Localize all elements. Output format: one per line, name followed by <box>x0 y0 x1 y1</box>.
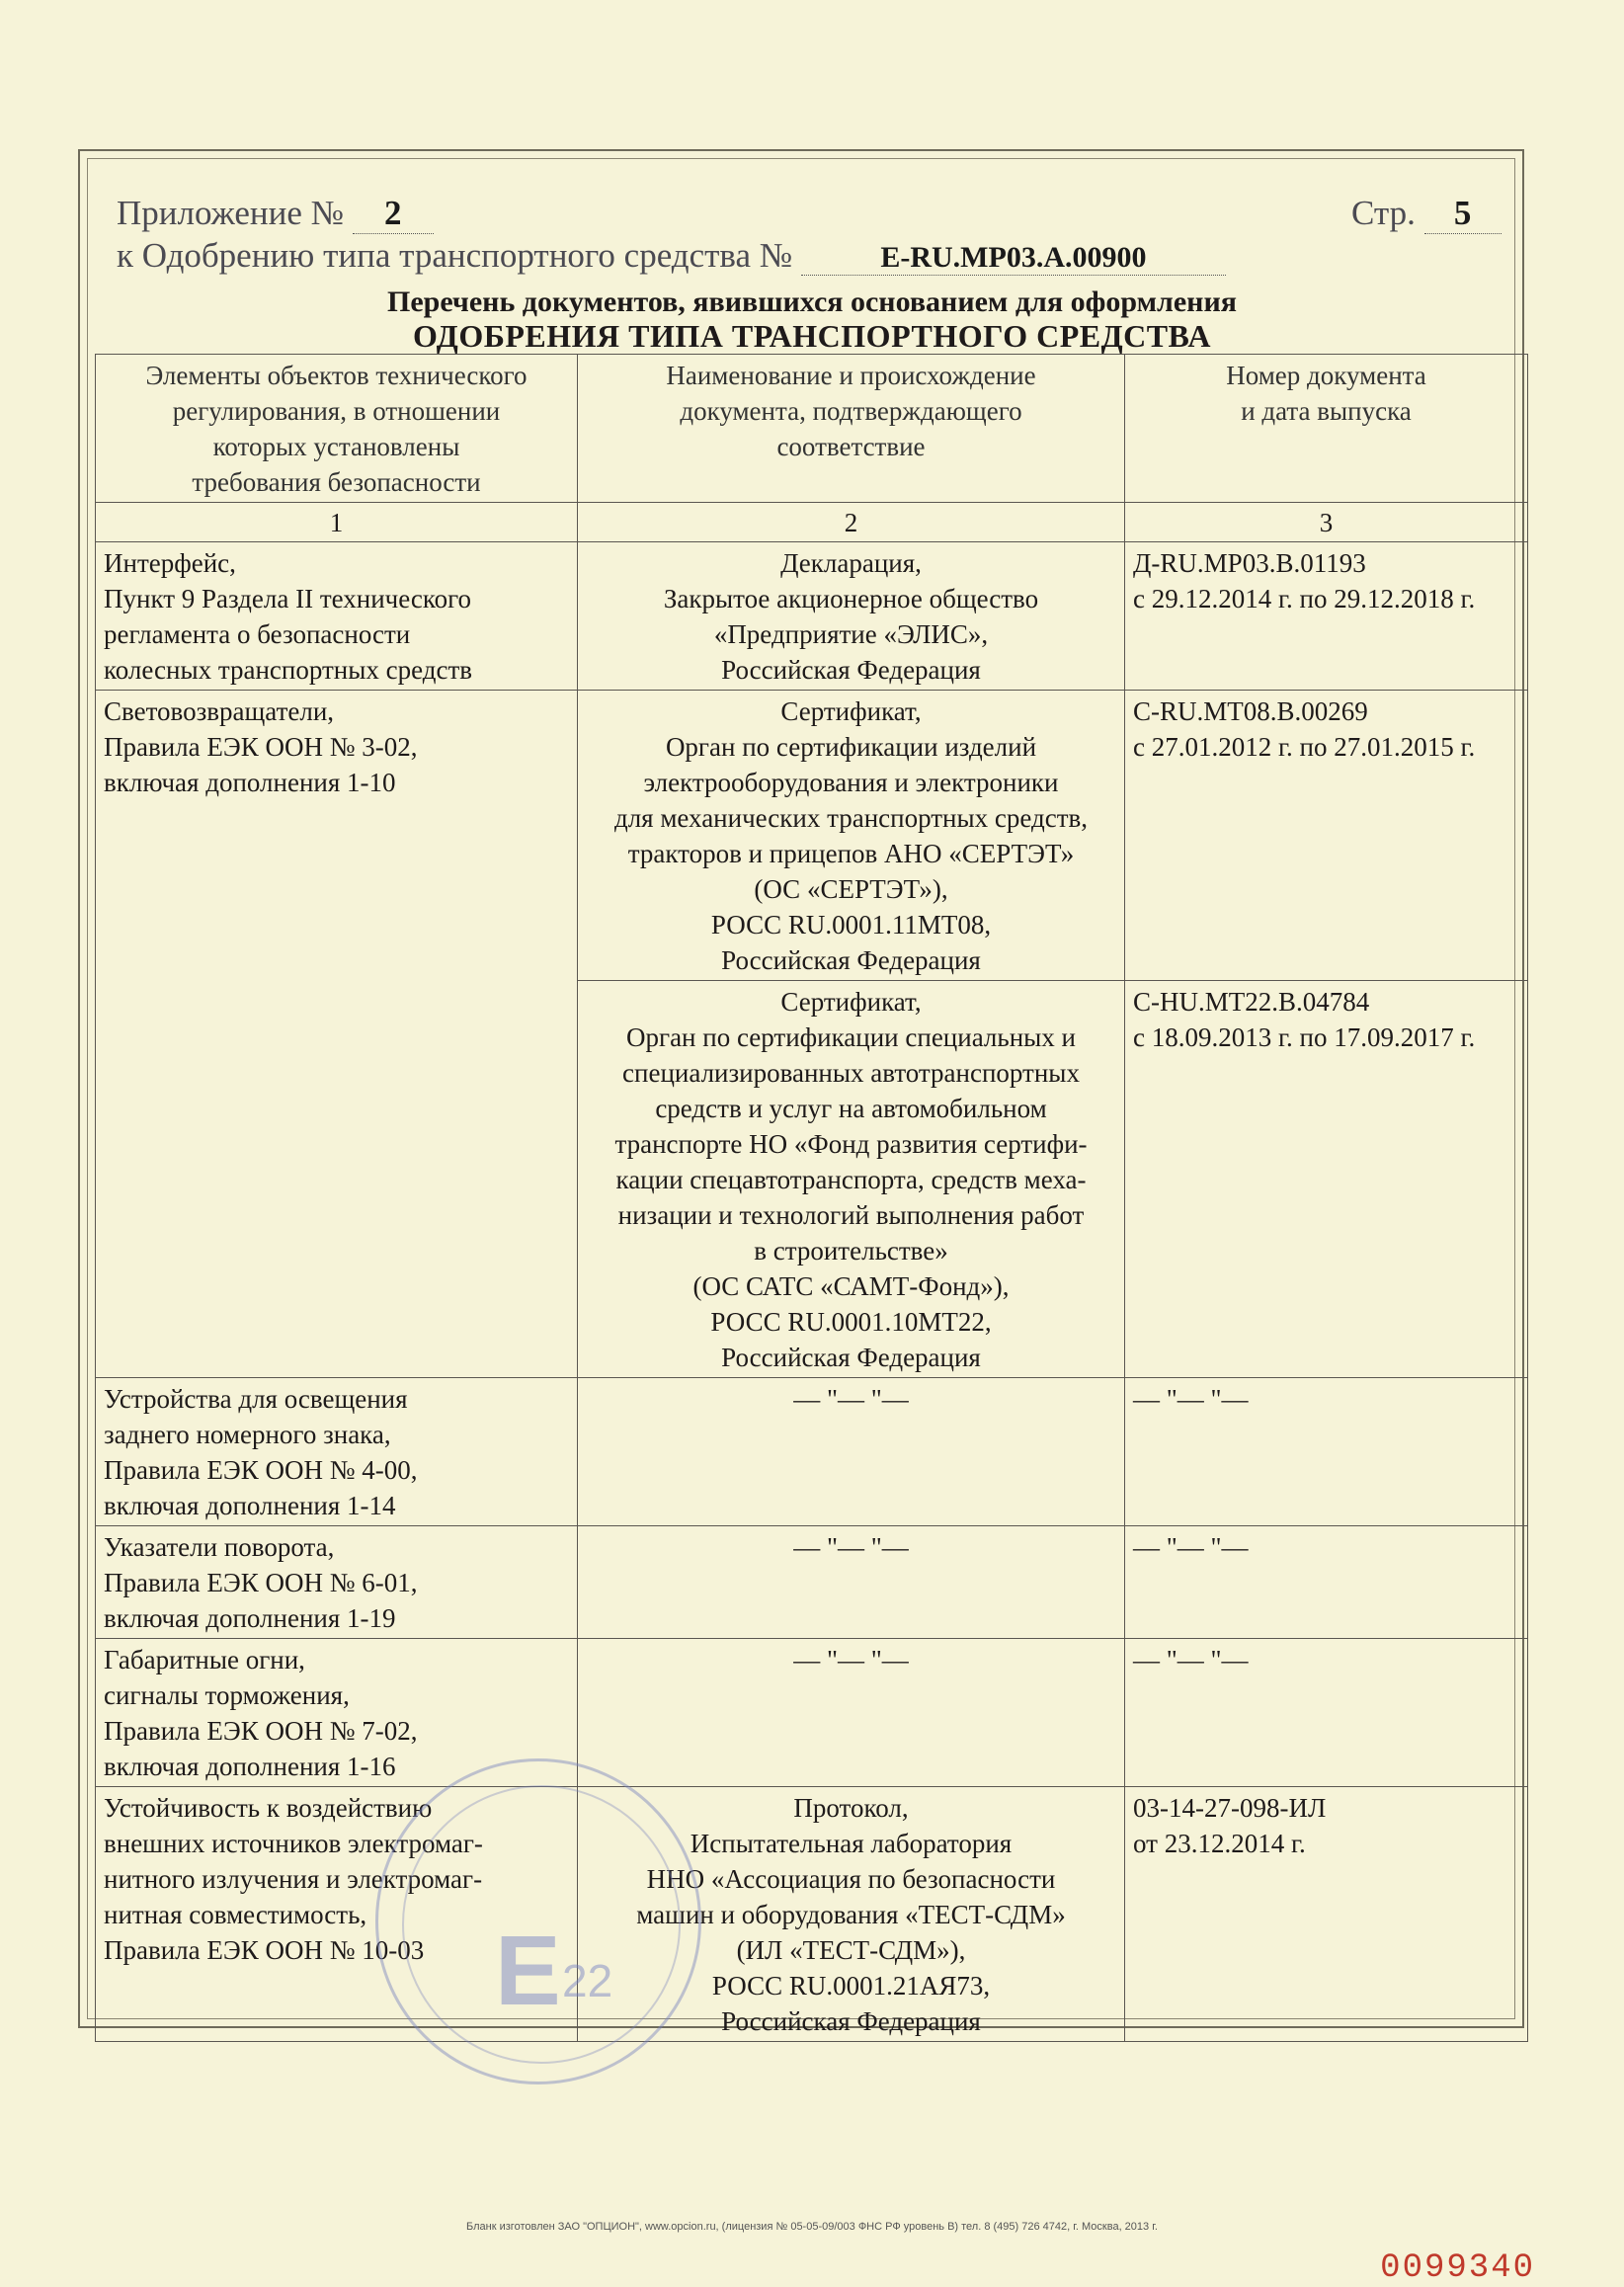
document-text-line: Протокол, <box>793 1793 909 1823</box>
element-cell <box>96 1378 578 1526</box>
table-header-row <box>96 355 1528 503</box>
document-text-line: в строительстве» <box>754 1236 948 1266</box>
printer-note: Бланк изготовлен ЗАО "ОПЦИОН", www.opcion.ru, (лицензия № 05-05-09/003 ФНС РФ уровень В) тел. 8 (495) 726 4742, г. Москва, 2013 г. <box>466 2221 1158 2233</box>
number-cell <box>1125 691 1528 981</box>
header-text-line: регулирования, в отношении <box>172 396 501 426</box>
column-number-row <box>96 503 1528 542</box>
title-line-1: Перечень документов, явившихся основанием для оформления <box>387 286 1237 318</box>
page-number-line <box>1351 194 1502 234</box>
document-text-line: (ОС САТС «САМТ-Фонд»), <box>692 1271 1010 1301</box>
document-text-line: для механических транспортных средств, <box>613 803 1089 833</box>
element-text-line: сигналы торможения, <box>104 1680 350 1710</box>
document-text-line: РОСС RU.0001.11МТ08, <box>710 910 992 939</box>
element-text-line: колесных транспортных средств <box>104 655 473 685</box>
element-cell <box>96 542 578 691</box>
element-text-line: нитная совместимость, <box>104 1900 367 1929</box>
element-text-line: нитного излучения и электромаг- <box>104 1864 483 1894</box>
element-text-line: Пункт 9 Раздела II технического <box>104 584 472 613</box>
number-text-line: от 23.12.2014 г. <box>1133 1829 1306 1858</box>
document-text-line: — "— "— <box>793 1532 909 1562</box>
header-text-line: соответствие <box>776 432 926 461</box>
approval-number: E-RU.MP03.A.00900 <box>801 241 1226 276</box>
document-cell <box>578 542 1125 691</box>
element-text-line: включая дополнения 1-16 <box>104 1752 396 1781</box>
number-text-line: — "— "— <box>1133 1645 1249 1674</box>
column-number: 2 <box>578 503 1125 542</box>
document-text-line: Российская Федерация <box>721 1343 981 1372</box>
number-text-line: с 27.01.2012 г. по 27.01.2015 г. <box>1133 732 1476 762</box>
document-text-line: Испытательная лаборатория <box>690 1829 1013 1858</box>
number-cell <box>1125 981 1528 1378</box>
approval-stamp <box>375 1758 701 2084</box>
document-text-line: Закрытое акционерное общество <box>663 584 1039 613</box>
number-text-line: 03-14-27-098-ИЛ <box>1133 1793 1327 1823</box>
header-text-line: и дата выпуска <box>1241 396 1412 426</box>
stamp-number: 22 <box>562 1955 613 2006</box>
element-text-line: Правила ЕЭК ООН № 10-03 <box>104 1935 425 1965</box>
element-text-line: включая дополнения 1-14 <box>104 1491 396 1520</box>
table-row <box>96 1378 1528 1526</box>
header-text-line: документа, подтверждающего <box>680 396 1022 426</box>
document-cell <box>578 1526 1125 1639</box>
element-text-line: включая дополнения 1-19 <box>104 1603 396 1633</box>
stamp-mark: E <box>495 1916 561 2026</box>
element-text-line: включая дополнения 1-10 <box>104 768 396 797</box>
column-number: 1 <box>96 503 578 542</box>
document-text-line: специализированных автотранспортных <box>622 1058 1080 1088</box>
header-cell-number <box>1125 355 1528 503</box>
element-text-line: Габаритные огни, <box>104 1645 305 1674</box>
document-text-line: электрооборудования и электроники <box>643 768 1059 797</box>
header-text-line: которых установлены <box>212 432 460 461</box>
document-text-line: — "— "— <box>793 1384 909 1414</box>
element-text-line: Указатели поворота, <box>104 1532 335 1562</box>
documents-table <box>95 354 1528 2042</box>
document-text-line: Сертификат, <box>780 696 922 726</box>
table-row <box>96 691 1528 981</box>
document-text-line: Российская Федерация <box>721 2006 981 2036</box>
number-text-line: — "— "— <box>1133 1532 1249 1562</box>
element-text-line: Интерфейс, <box>104 548 236 578</box>
document-text-line: Сертификат, <box>780 987 922 1017</box>
element-cell <box>96 1526 578 1639</box>
number-text-line: Д-RU.MP03.B.01193 <box>1133 548 1366 578</box>
element-text-line: Устойчивость к воздействию <box>104 1793 433 1823</box>
number-cell <box>1125 1526 1528 1639</box>
document-text-line: кации спецавтотранспорта, средств меха- <box>615 1165 1087 1194</box>
element-cell <box>96 691 578 1378</box>
header-text-line: требования безопасности <box>192 467 481 497</box>
document-text-line: средств и услуг на автомобильном <box>655 1094 1047 1123</box>
document-text-line: (ИЛ «ТЕСТ-СДМ»), <box>736 1935 966 1965</box>
document-text-line: машин и оборудования «ТЕСТ-СДМ» <box>636 1900 1066 1929</box>
element-text-line: Правила ЕЭК ООН № 7-02, <box>104 1716 418 1746</box>
document-text-line: Российская Федерация <box>721 655 981 685</box>
table-row <box>96 542 1528 691</box>
table-row <box>96 1526 1528 1639</box>
page-label: Стр. <box>1351 194 1416 232</box>
number-cell <box>1125 1378 1528 1526</box>
document-text-line: Российская Федерация <box>721 945 981 975</box>
appendix-label: Приложение № <box>117 194 344 232</box>
number-text-line: — "— "— <box>1133 1384 1249 1414</box>
header-cell-document <box>578 355 1125 503</box>
document-text-line: ННО «Ассоциация по безопасности <box>646 1864 1056 1894</box>
appendix-number: 2 <box>353 194 434 234</box>
document-text-line: низации и технологий выполнения работ <box>617 1200 1085 1230</box>
element-text-line: Правила ЕЭК ООН № 6-01, <box>104 1568 418 1597</box>
element-text-line: Правила ЕЭК ООН № 3-02, <box>104 732 418 762</box>
number-text-line: с 29.12.2014 г. по 29.12.2018 г. <box>1133 584 1476 613</box>
document-text-line: Орган по сертификации изделий <box>665 732 1037 762</box>
serial-number: 0099340 <box>1380 2249 1535 2287</box>
element-text-line: заднего номерного знака, <box>104 1420 391 1449</box>
title-line-2: ОДОБРЕНИЯ ТИПА ТРАНСПОРТНОГО СРЕДСТВА <box>413 318 1211 354</box>
page-number: 5 <box>1424 194 1502 234</box>
document-text-line: транспорте НО «Фонд развития сертифи- <box>614 1129 1088 1159</box>
approval-label: к Одобрению типа транспортного средства № <box>117 236 793 275</box>
element-text-line: Устройства для освещения <box>104 1384 408 1414</box>
header-cell-elements <box>96 355 578 503</box>
header-text-line: Наименование и происхождение <box>666 361 1036 390</box>
document-text-line: — "— "— <box>793 1645 909 1674</box>
document-cell <box>578 1639 1125 1787</box>
number-text-line: с 18.09.2013 г. по 17.09.2017 г. <box>1133 1022 1476 1052</box>
document-cell <box>578 1378 1125 1526</box>
element-text-line: Световозвращатели, <box>104 696 335 726</box>
element-text-line: внешних источников электромаг- <box>104 1829 483 1858</box>
number-text-line: C-RU.MT08.B.00269 <box>1133 696 1368 726</box>
number-cell <box>1125 542 1528 691</box>
document-text-line: тракторов и прицепов АНО «СЕРТЭТ» <box>627 839 1075 868</box>
header-text-line: Элементы объектов технического <box>145 361 528 390</box>
appendix-line <box>117 194 434 234</box>
document-text-line: Декларация, <box>780 548 922 578</box>
column-number: 3 <box>1125 503 1528 542</box>
element-text-line: Правила ЕЭК ООН № 4-00, <box>104 1455 418 1485</box>
document-text-line: «Предприятие «ЭЛИС», <box>713 619 989 649</box>
document-text-line: РОСС RU.0001.10МТ22, <box>710 1307 992 1337</box>
number-cell <box>1125 1639 1528 1787</box>
document-cell <box>578 981 1125 1378</box>
document-text-line: (ОС «СЕРТЭТ»), <box>754 874 948 904</box>
document-text-line: Орган по сертификации специальных и <box>626 1022 1076 1052</box>
header-text-line: Номер документа <box>1226 361 1426 390</box>
document-cell <box>578 691 1125 981</box>
approval-line <box>117 236 1226 276</box>
number-cell <box>1125 1787 1528 2042</box>
document-text-line: РОСС RU.0001.21АЯ73, <box>711 1971 991 2001</box>
number-text-line: C-HU.MT22.B.04784 <box>1133 987 1370 1017</box>
element-text-line: регламента о безопасности <box>104 619 411 649</box>
table-row <box>96 1787 1528 2042</box>
table-row <box>96 1639 1528 1787</box>
